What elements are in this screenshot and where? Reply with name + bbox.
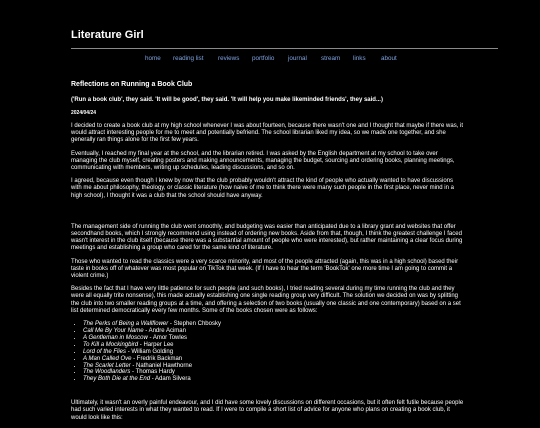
post-title: Reflections on Running a Book Club [71,81,193,88]
paragraph: Eventually, I reached my final year at the school, and the librarian retired. I was asked by the English department at my school to take over managing the club myself, creating posters and making announcements, managing the budget, sourcing and ordering books, planning meetings, communicating with members, writing up schedules, leading discussions, and so on. [71,150,455,172]
nav-journal[interactable]: journal [288,55,307,62]
site-title: Literature Girl [71,29,144,41]
main-nav [67,55,499,65]
paragraph: Ultimately, it wasn't an overly painful endeavour, and I did have some lovely discussions on different occasions, but it often felt futile because people had such varied interests in what they wanted to read. If I were to compile a short list of advice for anyone who plans on creating a book club, it would look like this: [71,400,464,421]
book-title: The Perks of Being a Wallflower [83,321,169,328]
post-body [71,123,465,428]
nav-portfolio[interactable]: portfolio [252,55,275,62]
book-author: - Andre Aciman [143,327,186,334]
list-item [83,342,465,349]
nav-stream[interactable]: stream [321,55,341,62]
nav-about[interactable]: about [381,55,397,62]
nav-reading-list[interactable]: reading list [173,55,204,62]
paragraph: I decided to create a book club at my high school whenever I was about fourteen, because there wasn't one and I thought that maybe if there was, it would attract interesting people for me to meet and potentially befriend. The school librarian liked my idea, so we made one together, and she generally ran things alone for the first few years. [71,123,464,144]
paragraph: Besides the fact that I have very little patience for such people (and such books), I tried reading several during my time running the club and they were all equally trite nonsense), this made actually establishing one single reading group very difficult. The solution we decided on was by splitting the club into two smaller reading groups at a time, and offering a selection of two books (usually one classic and one contemporary) based on a set list determined democratically every few months. Some of the books chosen were as follows: [71,286,461,314]
header-divider [71,48,498,49]
book-title: The Scarlet Letter [83,362,131,369]
list-item [83,376,465,383]
list-item [83,321,465,328]
nav-links[interactable]: links [353,55,366,62]
book-author: - Stephen Chbosky [168,321,221,328]
book-author: - Amor Towles [147,334,188,341]
book-author: - William Golding [126,348,174,355]
book-author: - Adam Silvera [150,376,191,383]
paragraph: The management side of running the club went smoothly, and budgeting was easier than anticipated due to a library grant and websites that offer secondhand books, which I strongly recommend using instead of ordering new books. Aside from that, though, I think the greatest challenge I faced wasn't interest in the club itself (because there was a substantial amount of people who were interested), but rather maintaining a clear focus during meetings and establishing a group who cared for the same kind of literature. [71,223,463,252]
book-title: To Kill a Mockingbird [83,341,139,348]
book-title: A Man Called Ove [83,355,132,362]
post-date: 2024/04/24 [71,110,97,116]
book-author: - Fredrik Backman [131,355,183,362]
list-item [83,349,465,356]
book-title: Call Me By Your Name [83,327,144,334]
book-author: - Nathaniel Hawthorne [130,362,193,369]
list-item [83,356,465,363]
book-author: - Harper Lee [138,341,174,348]
book-title: The Woodlanders [83,369,131,376]
paragraph: I agreed, because even though I knew by now that the club probably wouldn't attract the kind of people who actually wanted to have discussions with me about philosophy, theology, or classic literature (how naive of me to think there were many such people in the first place, never mind in a high school), I thought it was a club that the school should have anyway. [71,178,454,199]
post-subtitle: ('Run a book club', they said. 'It will be good', they said. 'It will help you make likeminded friends', they said...) [71,97,383,103]
book-list [71,321,465,383]
list-item [83,328,465,335]
list-item [83,369,465,376]
list-item [83,335,465,342]
paragraph: Those who wanted to read the classics were a very scarce minority, and most of the people attracted (again, this was in a high school) based their taste in books off of whatever was most popular on TikTok that week. (If I have to hear the term 'BookTok' one more time I am going to commit a violent crime.) [71,258,459,280]
book-title: Lord of the Flies [83,348,127,355]
list-item [83,363,465,370]
nav-reviews[interactable]: reviews [218,55,240,62]
nav-home[interactable]: home [145,55,161,62]
book-title: A Gentleman in Moscow [83,334,148,341]
book-author: - Thomas Hardy [130,369,175,376]
book-title: They Both Die at the End [83,376,151,383]
